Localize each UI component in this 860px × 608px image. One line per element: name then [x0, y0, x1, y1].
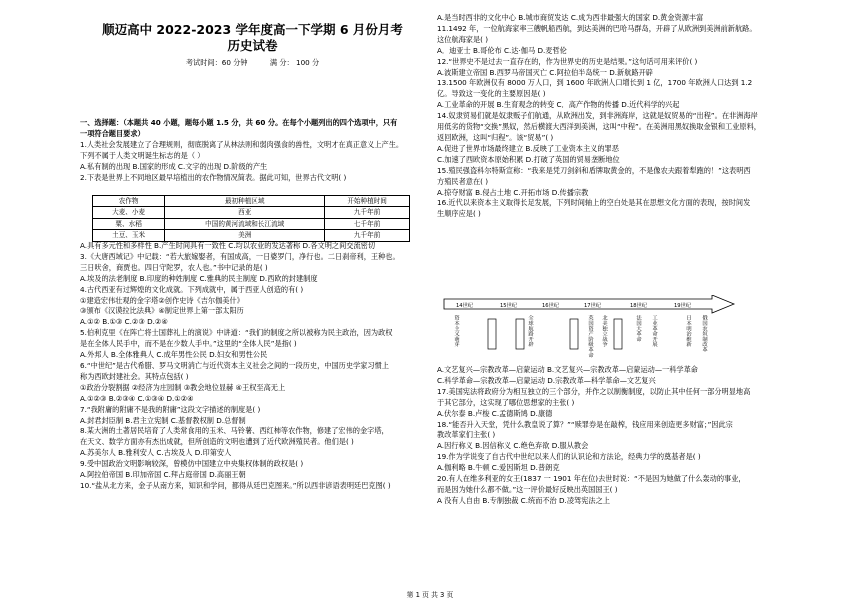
table-cell: 美洲 [165, 230, 325, 241]
question-line: A．迪亚士 B.哥伦布 C.达·伽马 D.麦哲伦 [437, 45, 567, 55]
question-block-2 [80, 241, 425, 492]
question-line: C.科学革命—宗教改革—启蒙运动 D.宗教改革—科学革命—文艺复兴 [437, 375, 656, 385]
question-line: 7.“我附庸的附庸不是我的附庸”这段文字描述的制度是( ) [80, 404, 261, 414]
question-line: 9.受中国政治文明影响较深，曾模仿中国建立中央集权体制的政权是( ) [80, 459, 304, 469]
exam-meta [80, 58, 425, 69]
timeline-blank-box [516, 319, 524, 349]
question-line: 10.“盐从北方来，金子从南方来，知识和学问，都得从廷巴克图来。”所以西非谚语表明廷巴克图( ) [80, 480, 391, 490]
question-block-3 [437, 13, 789, 220]
timeline-century: 19世纪 [674, 303, 691, 309]
timeline-century: 18世纪 [630, 303, 647, 309]
table-row [93, 207, 410, 218]
question-line: 16.近代以来资本主义取得长足发展，下列时间轴上的空白处是其在思想文化方面的表现，按时间发 [437, 198, 751, 208]
table-row [93, 230, 410, 241]
question-line: 19.作为学说变了自古代中世纪以来人们的认识论和方法论，经典力学的奠基者是( ) [437, 452, 701, 462]
question-block-4 [437, 365, 789, 507]
timeline-blank-box [614, 319, 622, 349]
timeline-event: 北美独立战争 [601, 315, 607, 347]
question-line: A.文艺复兴—宗教改革—启蒙运动 B.文艺复兴—宗教改革—启蒙运动—一科学革命 [437, 365, 698, 374]
question-line: A.掠夺财富 B.侵占土地 C.开拓市场 D.传播宗教 [437, 187, 589, 197]
table-header: 农作物 [93, 196, 165, 207]
question-line: A.封君封臣制 B.君主立宪制 C.基督教权制 D.总督制 [80, 415, 246, 425]
question-line: ③颁布《汉谟拉比法典》④制定世界上第一部太阳历 [80, 306, 244, 316]
timeline-blank-box [570, 319, 578, 349]
question-line: A.波斯建立帝国 B.西罗马帝国灭亡 C.阿拉伯半岛统一 D.新航路开辟 [437, 67, 653, 77]
table-cell: 七千年前 [325, 218, 410, 229]
question-line: 2.下表是世界上不同地区最早培植出的农作物情况简表。据此可知，世界古代文明( ) [80, 172, 347, 182]
table-header: 最初种植区域 [165, 196, 325, 207]
question-line: A.是当时西非的文化中心 B.城市商贸发达 C.成为西非最强大的国家 D.黄金资源丰富 [437, 13, 704, 22]
question-line: 3.《大唐西域记》中记载：“若大旅嫁娶者，有国成高，一日婆罗门，净行也。二日刹帝利，王种也。 [80, 251, 400, 261]
timeline-event: 俄国农奴制改革 [701, 315, 707, 353]
exam-title: 顺迈高中 2022-2023 学年度高一下学期 6 月份月考 [102, 22, 403, 37]
question-line: C.加速了西欧资本原始积累 D.打破了英国的贸易垄断地位 [437, 154, 620, 164]
question-line: A.促进了世界市场最终建立 B.反映了工业资本主义的罪恶 [437, 143, 619, 153]
timeline-event: 法国大革命 [635, 315, 641, 342]
exam-time: 考试时间：60 分钟 [185, 58, 248, 67]
question-line: 18.“能否升入天堂，凭什么教皇说了算？”“赎罪券是在敲榨，钱应用来创造更多财富；”因此宗 [437, 419, 733, 429]
question-line: 8.某大洲的土著居民培育了人类常食用的玉米、马铃薯、西红柿等农作物，修建了宏伟的金字塔， [80, 426, 389, 436]
question-line: A.工业革命的开展 B.生育观念的转变 C．高产作物的传播 D.近代科学的兴起 [437, 100, 680, 110]
question-line: ①建造宏伟壮观的金字塔②创作史诗《吉尔伽美什》 [80, 295, 244, 305]
exam-score: 满 分： 100 分 [269, 58, 320, 67]
question-line: 用低劣的货物“交换”黑奴，然后横渡大西洋到美洲，这叫“中程”。在美洲用黑奴换取金银和工业原料， [437, 122, 761, 132]
question-line: 1.人类社会发展建立了合理规则，彻底脱离了从林法则和弱肉强食的兽性，文明才在真正意义上产生。 [80, 139, 404, 149]
question-line: 20.有人在维多利亚的女王(1837 一 1901 年在位)去世时说：“不是因为她做了什么轰动的事业， [437, 474, 746, 484]
question-line: A.①②③ B.②③④ C.①③④ D.①②④ [80, 393, 194, 403]
timeline-century: 15世纪 [500, 303, 517, 309]
timeline-century: 17世纪 [584, 303, 601, 309]
question-line: 17.美国宪法将政府分为相互独立的三个部分，并作之以制衡制度，以防止其中任何一部分明显地高 [437, 386, 751, 396]
question-line: 4.古代西亚有过辉煌的文化成就。下列成就中，属于西亚人创造的有( ) [80, 284, 304, 294]
table-cell: 九千年前 [325, 230, 410, 241]
section-heading-cont: 一项符合题目要求） [80, 128, 145, 138]
question-line: 亿。导致这一变化的主要原因是( ) [437, 89, 546, 99]
question-line: A.具有多元性和多样性 B.产生时间具有一致性 C.均以农业的发达著称 D.各文明之间交流密切 [80, 241, 376, 250]
question-line: A.私有制的出现 B.国家的形成 C.文字的出现 D.阶级的产生 [80, 161, 268, 171]
question-line: A.苏美尔人 B.雅利安人 C.古埃及人 D.印第安人 [80, 448, 232, 458]
question-line: 这位航海家是( ) [437, 34, 489, 44]
table-cell: 九千年前 [325, 207, 410, 218]
timeline-blank-box [488, 319, 496, 349]
question-line: 在天文、数学方面亦有杰出成就，但所创造的文明也遭到了近代欧洲殖民者。他们是( ) [80, 437, 354, 447]
table-cell: 西亚 [165, 207, 325, 218]
table-row [93, 218, 410, 229]
timeline-century: 14世纪 [456, 303, 473, 309]
question-line: 而是因为她什么都不做。”这一评价最好反映出英国国王( ) [437, 484, 618, 494]
page-footer: 第 1 页 共 3 页 [406, 591, 454, 599]
question-line: 三日吠舍，商贾也。四日守陀罗，农人也。”书中记录的是( ) [80, 262, 268, 272]
timeline-century: 16世纪 [542, 303, 559, 309]
timeline-event: 日本明治维新 [685, 315, 691, 347]
question-line: 6.“中世纪”是古代希腊、罗马文明消亡与近代资本主义社会之间的一段历史，中国历史学家习惯上 [80, 360, 389, 370]
crop-table [92, 195, 410, 242]
section-heading: 一、选择题：（本题共 40 小题，题每小题 1.5 分，共 60 分。在每个小题列出的四个选项中，只有 [80, 118, 398, 127]
question-line: ①政治分裂割据 ②经济为庄园制 ③教会地位显赫 ④王权至高无上 [80, 382, 286, 392]
question-line: 11.1492 年，一位航海家率三艘帆船西航，到达美洲的巴哈马群岛，开辟了从欧洲到美洲前新航路。 [437, 23, 757, 33]
question-line: A.阿拉伯帝国 B.印加帝国 C.拜占庭帝国 D.高丽王朝 [80, 470, 246, 480]
timeline-diagram [442, 295, 742, 365]
question-line: A.外邦人 B.全体雅典人 C.成年男性公民 D.妇女和男性公民 [80, 350, 268, 360]
question-line: 于其它部分，这实现了哪位思想家的主张( ) [437, 397, 575, 407]
question-line: 方殖民者意在( ) [437, 176, 489, 186]
table-cell: 土豆、玉米 [93, 230, 165, 241]
question-line: 生顺序应是( ) [437, 209, 481, 219]
timeline-event: 资本主义萌芽 [453, 315, 459, 347]
question-line: 下列不属于人类文明诞生标志的是（ ） [80, 150, 205, 160]
timeline-event: 英国资产阶级革命 [587, 315, 593, 358]
question-line: A.伏尔泰 B.卢梭 C.孟德斯鸠 D.康德 [437, 408, 553, 418]
question-line: A.①② B.①③ C.②③ D.②④ [80, 317, 168, 327]
table-cell: 中国的黄河流域和长江流域 [165, 218, 325, 229]
question-line: A 没有人自由 B.专制独裁 C.统而不治 D.凌驾宪法之上 [437, 495, 610, 505]
timeline-event: 工业革命开展 [651, 315, 657, 347]
question-line: 15.殖民强盗科尔特斯宣称：“我来是凭刀剑斜和盾牌取黄金的，不是像农夫跟着犁跑的！”这表明西 [437, 165, 751, 175]
question-line: 是在全体人民手中，而不是在少数人手中。”这里的“全体人民”是指( ) [80, 339, 297, 349]
table-cell: 大麦、小麦 [93, 207, 165, 218]
table-header: 开始种植时间 [325, 196, 410, 207]
question-line: 5.伯利克里《在阵亡将士国葬礼上的演说》中讲道：“我们的制度之所以被称为民主政治，因为政权 [80, 328, 393, 338]
table-cell: 粟、水稻 [93, 218, 165, 229]
question-line: A.埃及的法老制度 B.印度的种姓制度 C.雅典的民主制度 D.西欧的封建制度 [80, 273, 318, 283]
question-line: A.因行称义 B.因信称义 C.绝色弃欲 D.服从教会 [437, 441, 589, 451]
question-line: 14.奴隶贸易们就是奴隶贩子们航通，从欧洲出发，到非洲海岸，这就是奴贸易的“出程”。在非洲海岸 [437, 111, 758, 121]
exam-subtitle: 历史试卷 [227, 38, 278, 53]
timeline-event: 全球航路开辟 [527, 315, 533, 347]
question-line: 教改革家们主张( ) [437, 430, 496, 440]
question-line: A.伽利略 B.牛顿 C.爱因斯坦 D.普朗克 [437, 463, 560, 473]
question-line: 12.“世界史不是过去一直存在的，作为世界史的历史是结果。”这句话可用来评价( ) [437, 56, 698, 66]
question-block-1 [80, 140, 425, 184]
question-line: 13.1500 年欧洲仅有 8000 万人口，到 1600 年欧洲人口增长到 1 亿，1700 年欧洲人口达到 1.2 [437, 78, 753, 88]
question-line: 称为西欧封建社会。其特点包括( ) [80, 371, 189, 381]
question-line: 返回欧洲，这叫“归程”。该“贸易”( ) [437, 132, 554, 142]
